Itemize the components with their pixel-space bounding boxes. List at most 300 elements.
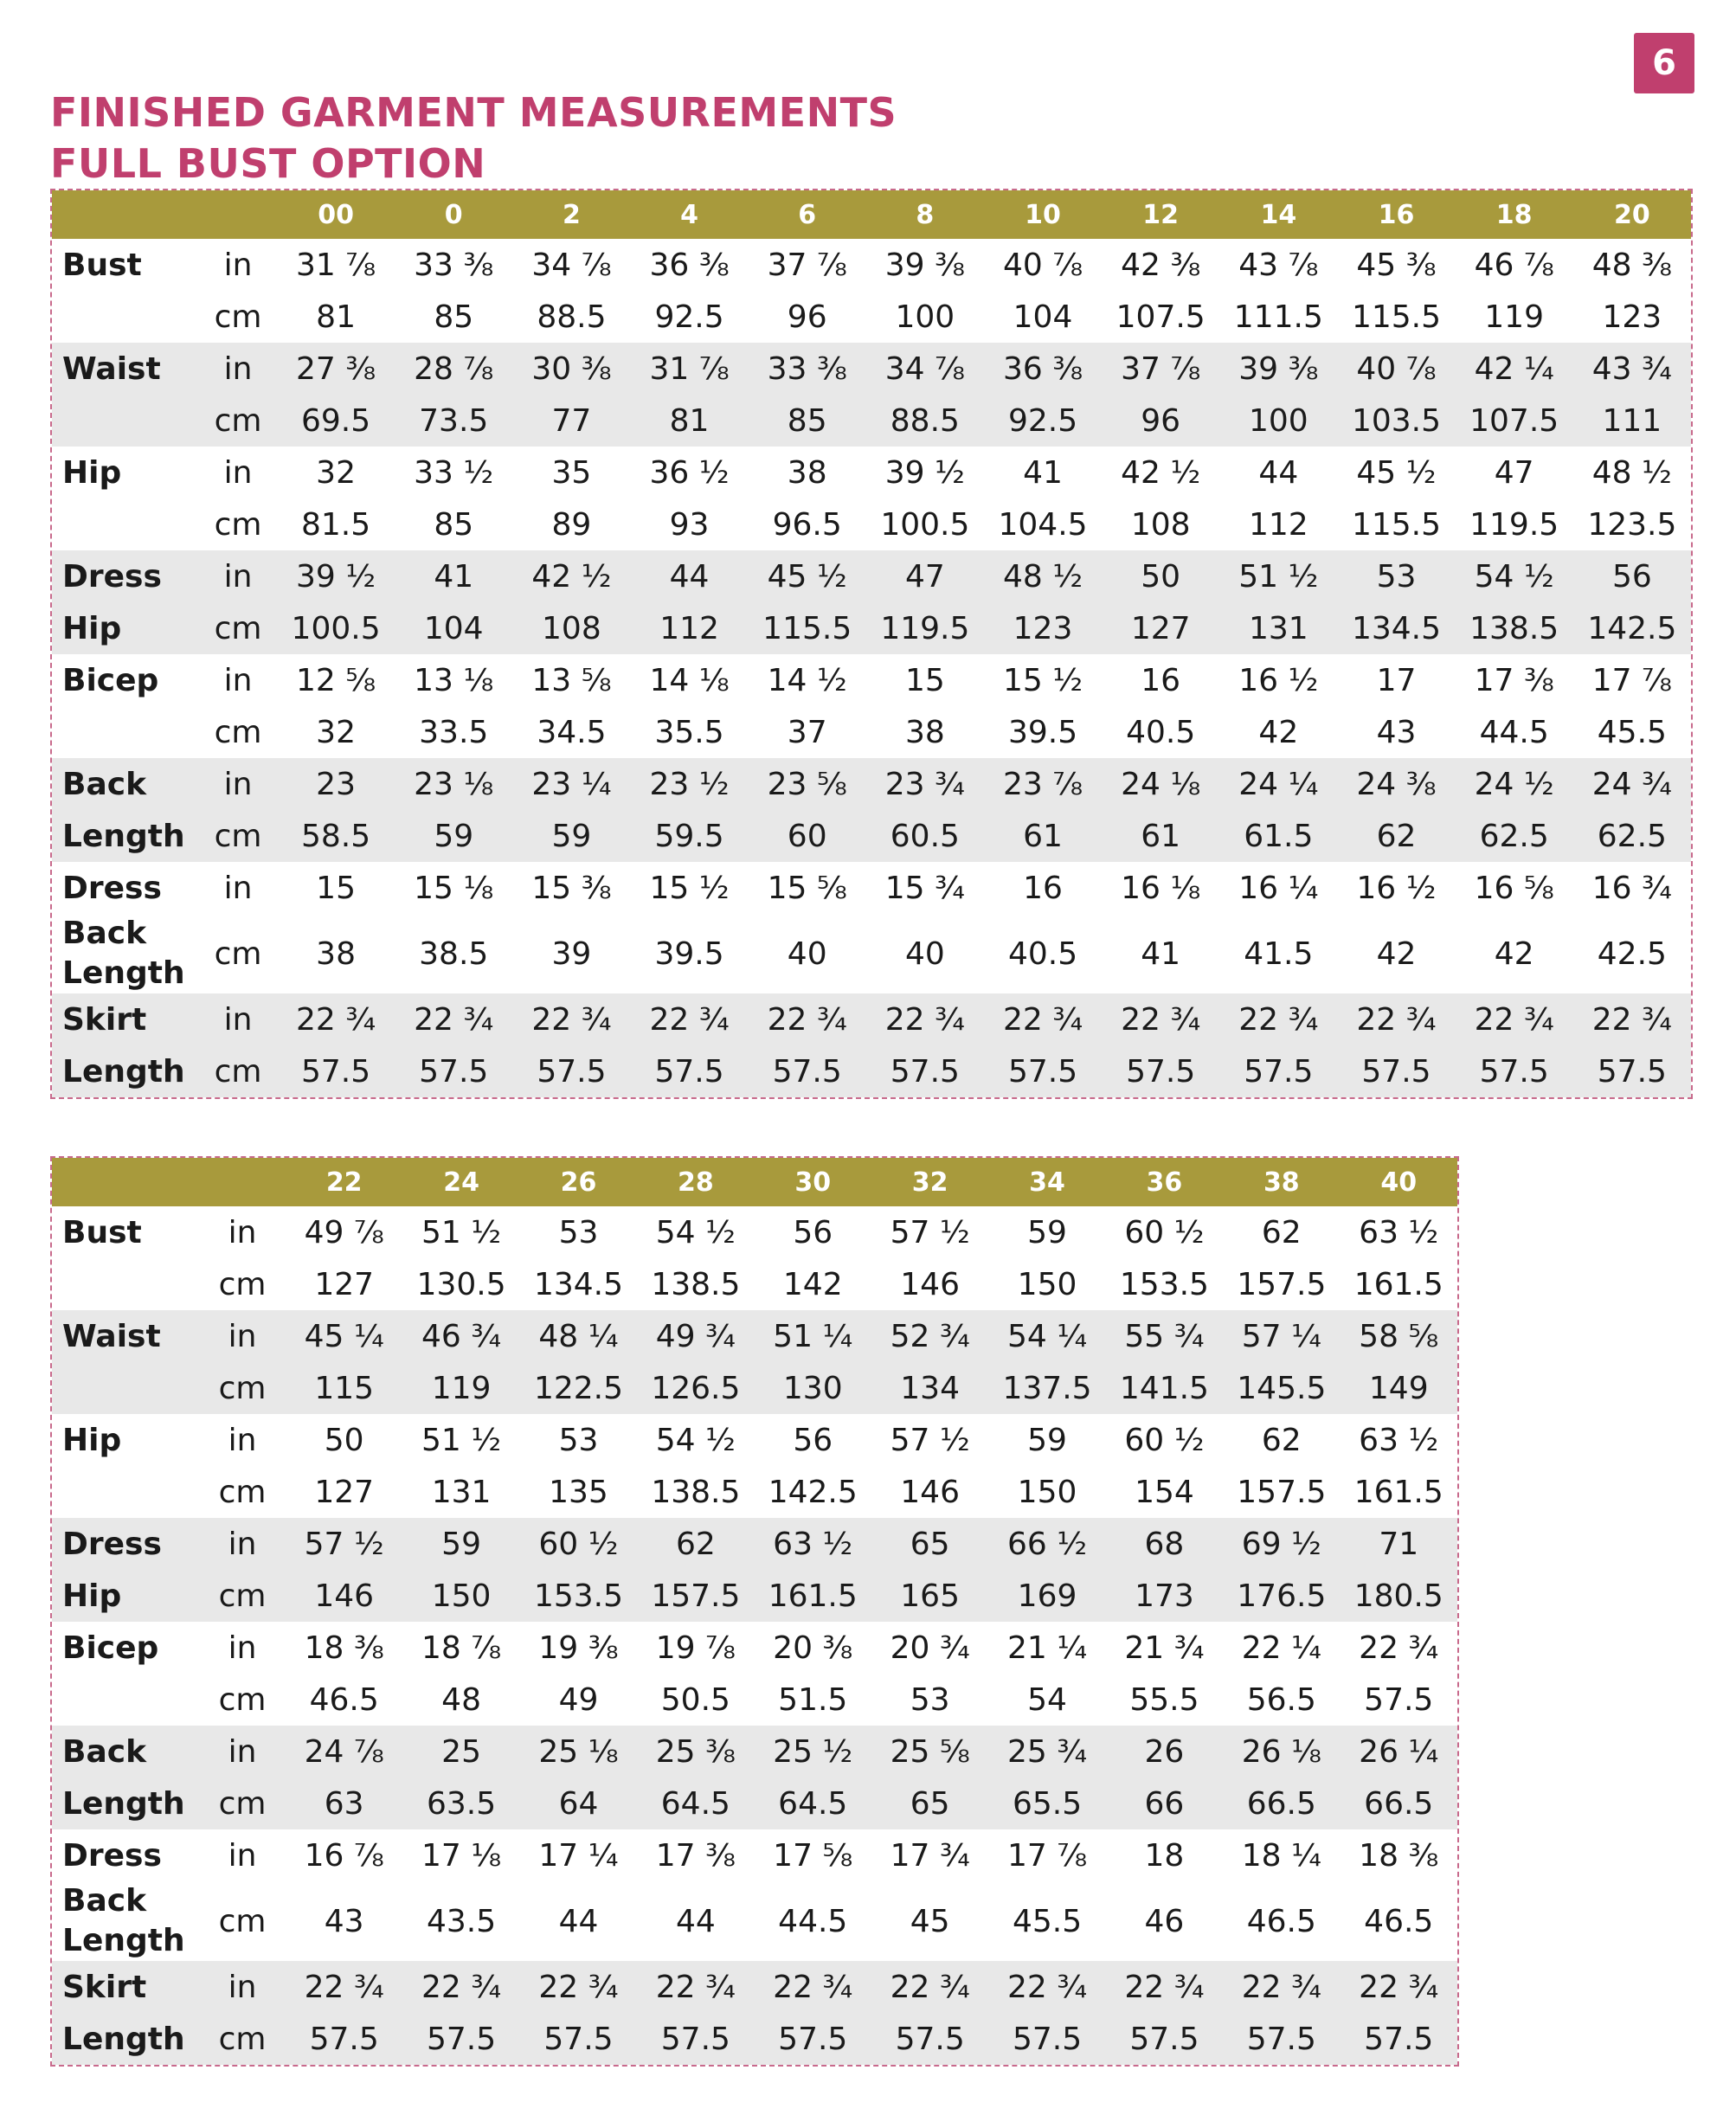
measurement-value: 13 ⅛ bbox=[414, 662, 494, 698]
measurement-value: 46 ⅞ bbox=[1474, 247, 1554, 283]
measurement-value: 54 ½ bbox=[1456, 550, 1573, 602]
row-label: Dress bbox=[62, 1837, 162, 1874]
measurement-value: 43 ⅞ bbox=[1238, 247, 1319, 283]
measurement-value: 63.5 bbox=[402, 1778, 519, 1829]
size-header-4: 4 bbox=[630, 190, 748, 239]
measurement-value: 35 bbox=[551, 454, 592, 491]
measurement-value: 18 bbox=[1144, 1837, 1185, 1874]
unit-label: cm bbox=[199, 602, 277, 654]
measurement-value: 142.5 bbox=[768, 1474, 858, 1510]
measurement-value: 43 ¾ bbox=[1573, 343, 1691, 395]
measurement-value: 150 bbox=[402, 1570, 519, 1622]
measurement-value: 38 bbox=[787, 454, 827, 491]
measurement-value: 53 bbox=[1337, 550, 1455, 602]
measurement-value: 22 ¾ bbox=[1359, 1630, 1439, 1666]
measurement-value: 100 bbox=[895, 299, 955, 335]
unit-label: in bbox=[223, 870, 253, 906]
unit-label: cm bbox=[218, 1903, 267, 1939]
measurement-row bbox=[52, 343, 1691, 395]
measurement-value: 17 ⅛ bbox=[421, 1837, 502, 1874]
measurement-value: 145.5 bbox=[1223, 1362, 1340, 1414]
measurement-value: 51 ¼ bbox=[755, 1310, 871, 1362]
measurement-value: 169 bbox=[988, 1570, 1105, 1622]
measurement-value: 34 ⅞ bbox=[531, 247, 612, 283]
measurement-value: 63 bbox=[286, 1778, 402, 1829]
row-label bbox=[52, 291, 199, 343]
measurement-value: 16 ⅛ bbox=[1121, 870, 1201, 906]
measurement-value: 57.5 bbox=[1573, 1045, 1691, 1097]
measurement-value: 89 bbox=[551, 506, 592, 543]
measurement-value: 150 bbox=[1017, 1474, 1077, 1510]
measurement-value: 173 bbox=[1106, 1570, 1223, 1622]
measurement-value: 56 bbox=[793, 1422, 833, 1458]
measurement-value: 131 bbox=[431, 1474, 492, 1510]
measurement-value: 127 bbox=[314, 1474, 375, 1510]
measurement-value: 36 ½ bbox=[649, 454, 730, 491]
size-header-14: 14 bbox=[1219, 190, 1337, 239]
measurement-value: 60 bbox=[749, 810, 866, 862]
page-title: FINISHED GARMENT MEASUREMENTS bbox=[50, 89, 897, 136]
row-label bbox=[52, 1466, 199, 1518]
measurement-value: 107.5 bbox=[1456, 395, 1573, 447]
measurement-value: 49 bbox=[558, 1681, 599, 1718]
measurement-value: 119.5 bbox=[1469, 506, 1559, 543]
measurement-value: 38.5 bbox=[419, 935, 489, 972]
measurement-value: 77 bbox=[512, 395, 630, 447]
measurement-value: 71 bbox=[1341, 1518, 1457, 1570]
measurement-value: 15 bbox=[316, 870, 356, 906]
measurement-value: 45 ½ bbox=[1356, 454, 1437, 491]
measurement-value: 16 ¼ bbox=[1238, 870, 1319, 906]
measurement-value: 57.5 bbox=[755, 2013, 871, 2065]
measurement-value: 22 ¾ bbox=[1341, 1961, 1457, 2013]
measurement-value: 46.5 bbox=[309, 1681, 379, 1718]
row-label bbox=[52, 1258, 199, 1310]
unit-label: cm bbox=[218, 1266, 267, 1302]
measurement-value: 64 bbox=[520, 1778, 637, 1829]
measurement-value: 54 ½ bbox=[655, 1214, 736, 1250]
measurement-value: 146 bbox=[900, 1474, 960, 1510]
measurement-value: 22 ¾ bbox=[1456, 993, 1573, 1045]
row-label: Back Length bbox=[62, 1883, 185, 1958]
measurement-value: 39 bbox=[551, 935, 592, 972]
measurement-value: 57.5 bbox=[395, 1045, 512, 1097]
measurement-value: 44 bbox=[1258, 454, 1299, 491]
measurement-value: 43 bbox=[1376, 714, 1417, 750]
measurement-value: 24 ¼ bbox=[1219, 758, 1337, 810]
measurement-value: 42 ⅜ bbox=[1121, 247, 1201, 283]
measurement-value: 66.5 bbox=[1341, 1778, 1457, 1829]
header-blank-cell bbox=[199, 190, 277, 239]
measurement-row bbox=[52, 654, 1691, 706]
measurement-value: 138.5 bbox=[1456, 602, 1573, 654]
unit-label: in bbox=[228, 1214, 257, 1250]
measurement-value: 22 ¾ bbox=[637, 1961, 754, 2013]
measurement-value: 57.5 bbox=[520, 2013, 637, 2065]
measurement-value: 34 ⅞ bbox=[866, 343, 984, 395]
measurement-value: 57.5 bbox=[512, 1045, 630, 1097]
measurement-value: 17 ⅜ bbox=[655, 1837, 736, 1874]
measurement-value: 55.5 bbox=[1129, 1681, 1199, 1718]
unit-label: in bbox=[223, 247, 253, 283]
header-blank-cell bbox=[199, 1158, 286, 1206]
measurement-value: 107.5 bbox=[1116, 299, 1206, 335]
measurement-value: 53 bbox=[558, 1422, 599, 1458]
measurement-value: 65 bbox=[871, 1518, 988, 1570]
measurement-value: 40.5 bbox=[1007, 935, 1078, 972]
measurement-value: 14 ½ bbox=[767, 662, 847, 698]
measurement-value: 73.5 bbox=[395, 395, 512, 447]
measurement-value: 127 bbox=[1102, 602, 1219, 654]
measurement-value: 23 ¾ bbox=[866, 758, 984, 810]
measurement-value: 180.5 bbox=[1341, 1570, 1457, 1622]
measurement-value: 57.5 bbox=[637, 2013, 754, 2065]
measurement-row bbox=[52, 1726, 1457, 1778]
measurements-table-sizes-22-40 bbox=[50, 1156, 1459, 2067]
row-label: Hip bbox=[62, 1422, 122, 1458]
measurement-value: 25 ⅝ bbox=[871, 1726, 988, 1778]
measurement-value: 39.5 bbox=[1007, 714, 1078, 750]
measurement-value: 48 ⅜ bbox=[1591, 247, 1672, 283]
unit-label: in bbox=[228, 1422, 257, 1458]
unit-label: cm bbox=[214, 506, 262, 543]
measurement-value: 60 ½ bbox=[1124, 1214, 1205, 1250]
measurement-value: 31 ⅞ bbox=[296, 247, 376, 283]
measurement-value: 157.5 bbox=[637, 1570, 754, 1622]
measurement-value: 22 ¾ bbox=[1102, 993, 1219, 1045]
measurement-value: 18 ¼ bbox=[1241, 1837, 1321, 1874]
measurement-value: 111 bbox=[1573, 395, 1691, 447]
measurement-value: 41 bbox=[1141, 935, 1181, 972]
measurement-row bbox=[52, 1570, 1457, 1622]
measurement-value: 22 ¼ bbox=[1241, 1630, 1321, 1666]
measurement-value: 96 bbox=[787, 299, 827, 335]
measurement-value: 41.5 bbox=[1244, 935, 1314, 972]
measurement-value: 13 ⅝ bbox=[531, 662, 612, 698]
measurement-value: 103.5 bbox=[1337, 395, 1455, 447]
measurement-value: 119 bbox=[402, 1362, 519, 1414]
measurement-value: 23 ⅞ bbox=[984, 758, 1102, 810]
row-label bbox=[52, 1362, 199, 1414]
measurement-value: 142.5 bbox=[1573, 602, 1691, 654]
measurement-value: 57 ¼ bbox=[1223, 1310, 1340, 1362]
measurement-value: 64.5 bbox=[755, 1778, 871, 1829]
measurement-value: 134.5 bbox=[1337, 602, 1455, 654]
measurement-value: 54 ½ bbox=[655, 1422, 736, 1458]
row-label: Dress bbox=[52, 550, 199, 602]
measurement-value: 81 bbox=[316, 299, 356, 335]
measurement-value: 115.5 bbox=[1351, 506, 1442, 543]
measurement-value: 48 bbox=[441, 1681, 481, 1718]
measurement-value: 22 ¾ bbox=[286, 1961, 402, 2013]
measurement-value: 46.5 bbox=[1246, 1903, 1316, 1939]
measurement-value: 100 bbox=[1219, 395, 1337, 447]
measurement-value: 131 bbox=[1219, 602, 1337, 654]
row-label: Back Length bbox=[62, 916, 185, 991]
measurement-value: 112 bbox=[1248, 506, 1308, 543]
measurement-value: 62.5 bbox=[1456, 810, 1573, 862]
measurement-value: 57.5 bbox=[871, 2013, 988, 2065]
measurements-table-sizes-00-20 bbox=[50, 189, 1693, 1099]
row-label bbox=[52, 706, 199, 758]
measurement-value: 52 ¾ bbox=[871, 1310, 988, 1362]
measurement-value: 51 ½ bbox=[1219, 550, 1337, 602]
measurement-value: 104 bbox=[395, 602, 512, 654]
measurement-value: 23 ½ bbox=[630, 758, 748, 810]
row-label: Bicep bbox=[62, 662, 159, 698]
measurement-value: 41 bbox=[1023, 454, 1063, 491]
measurement-value: 127 bbox=[314, 1266, 375, 1302]
measurement-value: 153.5 bbox=[520, 1570, 637, 1622]
row-label: Hip bbox=[52, 602, 199, 654]
measurement-value: 59 bbox=[395, 810, 512, 862]
measurement-row bbox=[52, 914, 1691, 993]
row-label: Length bbox=[52, 2013, 199, 2065]
measurement-value: 44 bbox=[558, 1903, 599, 1939]
measurement-value: 56.5 bbox=[1246, 1681, 1316, 1718]
measurement-value: 32 bbox=[316, 454, 356, 491]
measurement-value: 24 ½ bbox=[1456, 758, 1573, 810]
measurement-value: 88.5 bbox=[537, 299, 607, 335]
measurement-value: 40 ⅞ bbox=[1002, 247, 1083, 283]
measurement-value: 25 bbox=[402, 1726, 519, 1778]
measurement-value: 68 bbox=[1106, 1518, 1223, 1570]
measurement-row bbox=[52, 810, 1691, 862]
page-subtitle: FULL BUST OPTION bbox=[50, 140, 486, 187]
measurement-value: 40 bbox=[787, 935, 827, 972]
measurement-value: 43 bbox=[324, 1903, 364, 1939]
measurement-value: 16 ¾ bbox=[1591, 870, 1672, 906]
measurement-row bbox=[52, 862, 1691, 914]
measurement-value: 42 bbox=[1376, 935, 1417, 972]
row-label: Dress bbox=[62, 870, 162, 906]
measurement-value: 16 ½ bbox=[1238, 662, 1319, 698]
row-label: Bicep bbox=[62, 1630, 159, 1666]
measurement-row bbox=[52, 1310, 1457, 1362]
unit-label: cm bbox=[199, 1570, 286, 1622]
row-label: Back bbox=[52, 758, 199, 810]
unit-label: cm bbox=[218, 1681, 267, 1718]
measurement-value: 22 ¾ bbox=[512, 993, 630, 1045]
size-header-row bbox=[52, 190, 1691, 239]
measurement-value: 33 ½ bbox=[414, 454, 494, 491]
measurement-row bbox=[52, 758, 1691, 810]
measurement-value: 57.5 bbox=[277, 1045, 395, 1097]
measurement-value: 100.5 bbox=[880, 506, 970, 543]
measurement-value: 65 bbox=[871, 1778, 988, 1829]
size-header-0: 0 bbox=[395, 190, 512, 239]
measurement-value: 33 ⅜ bbox=[749, 343, 866, 395]
measurement-value: 45.5 bbox=[1597, 714, 1667, 750]
measurement-value: 42 ½ bbox=[1121, 454, 1201, 491]
measurement-value: 119.5 bbox=[866, 602, 984, 654]
measurement-value: 66 ½ bbox=[988, 1518, 1105, 1570]
measurement-value: 36 ⅜ bbox=[649, 247, 730, 283]
measurement-value: 50 bbox=[324, 1422, 364, 1458]
measurement-value: 36 ⅜ bbox=[984, 343, 1102, 395]
measurement-value: 134 bbox=[871, 1362, 988, 1414]
measurement-value: 27 ⅜ bbox=[277, 343, 395, 395]
measurement-value: 22 ¾ bbox=[520, 1961, 637, 2013]
size-header-20: 20 bbox=[1573, 190, 1691, 239]
measurement-value: 135 bbox=[549, 1474, 608, 1510]
measurement-value: 63 ½ bbox=[1359, 1214, 1439, 1250]
unit-label: cm bbox=[214, 935, 262, 972]
measurement-value: 137.5 bbox=[988, 1362, 1105, 1414]
measurement-value: 18 ⅜ bbox=[1359, 1837, 1439, 1874]
size-header-18: 18 bbox=[1456, 190, 1573, 239]
row-label: Hip bbox=[52, 1570, 199, 1622]
measurement-value: 85 bbox=[434, 299, 474, 335]
measurement-value: 62 bbox=[1261, 1422, 1302, 1458]
measurement-value: 39 ⅜ bbox=[884, 247, 965, 283]
measurement-value: 37 bbox=[787, 714, 827, 750]
measurement-value: 17 ¼ bbox=[538, 1837, 619, 1874]
measurement-row bbox=[52, 602, 1691, 654]
measurement-value: 22 ¾ bbox=[402, 1961, 519, 2013]
measurement-value: 142 bbox=[782, 1266, 843, 1302]
measurement-row bbox=[52, 1961, 1457, 2013]
measurement-value: 61.5 bbox=[1219, 810, 1337, 862]
measurement-value: 146 bbox=[900, 1266, 960, 1302]
measurement-value: 115.5 bbox=[1351, 299, 1442, 335]
measurement-value: 57.5 bbox=[984, 1045, 1102, 1097]
measurement-value: 57.5 bbox=[1364, 1681, 1434, 1718]
row-label: Hip bbox=[62, 454, 122, 491]
measurement-value: 22 ¾ bbox=[1106, 1961, 1223, 2013]
measurement-value: 46.5 bbox=[1364, 1903, 1434, 1939]
measurement-value: 57.5 bbox=[988, 2013, 1105, 2065]
measurement-value: 57.5 bbox=[630, 1045, 748, 1097]
measurement-value: 53 bbox=[910, 1681, 950, 1718]
measurement-value: 92.5 bbox=[984, 395, 1102, 447]
size-header-16: 16 bbox=[1337, 190, 1455, 239]
measurement-value: 15 ⅜ bbox=[531, 870, 612, 906]
measurement-value: 39.5 bbox=[654, 935, 724, 972]
measurement-value: 19 ⅞ bbox=[655, 1630, 736, 1666]
measurement-value: 62 bbox=[637, 1518, 754, 1570]
measurement-value: 42.5 bbox=[1597, 935, 1667, 972]
measurement-value: 20 ⅜ bbox=[773, 1630, 853, 1666]
measurement-value: 138.5 bbox=[651, 1266, 741, 1302]
measurement-value: 54 bbox=[1027, 1681, 1067, 1718]
unit-label: in bbox=[199, 1518, 286, 1570]
measurement-value: 122.5 bbox=[520, 1362, 637, 1414]
measurement-value: 48 ¼ bbox=[520, 1310, 637, 1362]
measurement-value: 149 bbox=[1341, 1362, 1457, 1414]
measurement-value: 23 ⅝ bbox=[749, 758, 866, 810]
row-label bbox=[52, 395, 199, 447]
size-header-28: 28 bbox=[637, 1158, 754, 1206]
measurement-value: 40.5 bbox=[1126, 714, 1196, 750]
measurement-value: 33 ⅜ bbox=[414, 247, 494, 283]
measurement-value: 19 ⅜ bbox=[538, 1630, 619, 1666]
measurement-value: 18 ⅞ bbox=[421, 1630, 502, 1666]
row-label: Dress bbox=[52, 1518, 199, 1570]
unit-label: in bbox=[199, 758, 277, 810]
measurement-value: 123 bbox=[1602, 299, 1662, 335]
measurement-value: 93 bbox=[669, 506, 710, 543]
measurement-value: 24 ¾ bbox=[1573, 758, 1691, 810]
measurement-value: 58.5 bbox=[277, 810, 395, 862]
measurement-value: 176.5 bbox=[1223, 1570, 1340, 1622]
measurement-value: 17 ⅝ bbox=[773, 1837, 853, 1874]
row-label bbox=[52, 498, 199, 550]
measurement-value: 57 ½ bbox=[286, 1518, 402, 1570]
measurement-value: 56 bbox=[793, 1214, 833, 1250]
measurement-value: 17 ⅞ bbox=[1006, 1837, 1088, 1874]
measurement-row bbox=[52, 291, 1691, 343]
row-label: Bust bbox=[62, 247, 142, 283]
measurement-value: 47 bbox=[866, 550, 984, 602]
measurement-value: 15 ¾ bbox=[884, 870, 965, 906]
measurement-value: 39 ⅜ bbox=[1219, 343, 1337, 395]
measurement-value: 108 bbox=[1130, 506, 1191, 543]
measurement-value: 45 bbox=[910, 1903, 950, 1939]
measurement-value: 59 bbox=[1027, 1214, 1067, 1250]
measurement-value: 15 ½ bbox=[1002, 662, 1083, 698]
measurement-value: 59.5 bbox=[630, 810, 748, 862]
measurement-value: 33.5 bbox=[419, 714, 489, 750]
measurement-value: 161.5 bbox=[1353, 1474, 1443, 1510]
measurement-value: 57.5 bbox=[1341, 2013, 1457, 2065]
measurement-value: 35.5 bbox=[654, 714, 724, 750]
measurement-value: 81.5 bbox=[301, 506, 371, 543]
measurement-value: 31 ⅞ bbox=[630, 343, 748, 395]
measurement-value: 26 bbox=[1106, 1726, 1223, 1778]
header-blank-cell bbox=[52, 1158, 199, 1206]
measurement-value: 57 ½ bbox=[890, 1422, 970, 1458]
measurement-value: 81 bbox=[630, 395, 748, 447]
measurement-value: 43.5 bbox=[427, 1903, 497, 1939]
unit-label: cm bbox=[199, 2013, 286, 2065]
measurement-value: 17 ⅞ bbox=[1591, 662, 1672, 698]
size-header-26: 26 bbox=[520, 1158, 637, 1206]
unit-label: in bbox=[228, 1837, 257, 1874]
measurement-value: 22 ¾ bbox=[871, 1961, 988, 2013]
measurement-row bbox=[52, 1206, 1457, 1258]
measurement-value: 157.5 bbox=[1237, 1474, 1327, 1510]
measurement-value: 42 ½ bbox=[512, 550, 630, 602]
measurement-row bbox=[52, 1518, 1457, 1570]
measurement-value: 63 ½ bbox=[1359, 1422, 1439, 1458]
measurement-value: 60 ½ bbox=[1124, 1422, 1205, 1458]
size-header-8: 8 bbox=[866, 190, 984, 239]
unit-label: in bbox=[223, 454, 253, 491]
measurement-value: 25 ¾ bbox=[988, 1726, 1105, 1778]
measurement-row bbox=[52, 1362, 1457, 1414]
measurement-value: 42 ¼ bbox=[1456, 343, 1573, 395]
measurement-value: 57 ½ bbox=[890, 1214, 970, 1250]
measurement-value: 17 ⅜ bbox=[1474, 662, 1554, 698]
measurement-value: 57.5 bbox=[286, 2013, 402, 2065]
measurement-value: 45.5 bbox=[1012, 1903, 1083, 1939]
measurement-value: 123.5 bbox=[1587, 506, 1677, 543]
measurement-value: 88.5 bbox=[866, 395, 984, 447]
measurement-value: 15 ⅛ bbox=[414, 870, 494, 906]
measurement-value: 112 bbox=[630, 602, 748, 654]
measurement-row bbox=[52, 1622, 1457, 1674]
measurement-value: 18 ⅜ bbox=[304, 1630, 384, 1666]
measurement-value: 22 ¾ bbox=[277, 993, 395, 1045]
unit-label: cm bbox=[199, 1362, 286, 1414]
measurement-value: 44 bbox=[630, 550, 748, 602]
row-label: Back bbox=[52, 1726, 199, 1778]
row-label: Skirt bbox=[52, 993, 199, 1045]
measurement-value: 92.5 bbox=[654, 299, 724, 335]
size-header-row bbox=[52, 1158, 1457, 1206]
size-header-38: 38 bbox=[1223, 1158, 1340, 1206]
